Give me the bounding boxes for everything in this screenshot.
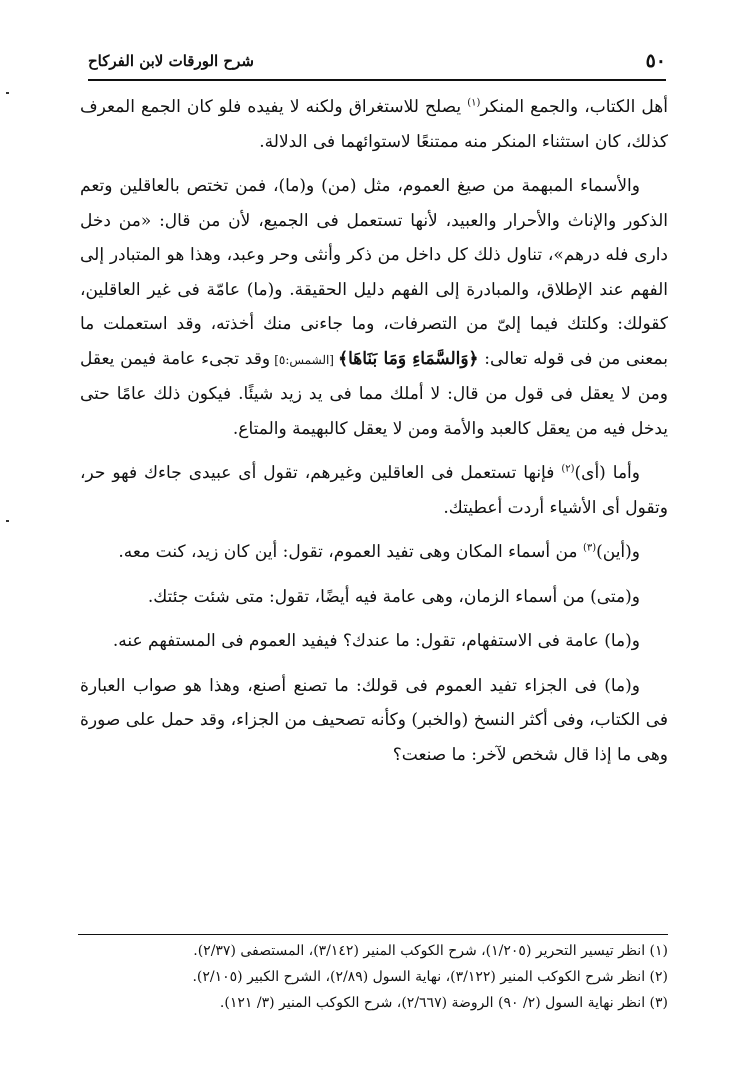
footnote-separator	[78, 934, 668, 935]
running-title: شرح الورقات لابن الفركاح	[88, 52, 254, 70]
text-run: و(أين)	[596, 542, 640, 562]
paragraph-2	[80, 169, 668, 446]
text-run: من أسماء المكان وهى تفيد العموم، تقول: أين كان زيد، كنت معه.	[118, 542, 583, 562]
edge-mark	[6, 520, 9, 522]
verse-reference: [الشمس:٥]	[270, 352, 339, 367]
quran-verse: ﴿وَالسَّمَاءِ وَمَا بَنَاهَا﴾	[338, 348, 479, 369]
paragraph-5	[80, 580, 668, 615]
text-run: و(ما) عامة فى الاستفهام، تقول: ما عندك؟ فيفيد العموم فى المستفهم عنه.	[112, 631, 640, 651]
paragraph-1	[80, 90, 668, 159]
header-rule	[88, 79, 666, 81]
text-run: وأما (أى)	[574, 463, 640, 483]
paragraph-4	[80, 535, 668, 570]
footnote-marker[interactable]: (٢)	[561, 463, 575, 475]
paragraph-6	[80, 624, 668, 659]
main-text	[80, 90, 668, 782]
text-run: أهل الكتاب، والجمع المنكر	[480, 97, 668, 117]
page-number: ٥٠	[645, 50, 666, 72]
text-run: و(متى) من أسماء الزمان، وهى عامة فيه أيضًا، تقول: متى شئت جئتك.	[147, 586, 640, 607]
footnote-1: (١) انظر تيسير التحرير (١/٢٠٥)، شرح الكوكب المنير (٣/١٤٢)، المستصفى (٢/٣٧).	[193, 943, 668, 959]
paragraph-7	[80, 669, 668, 773]
paragraph-3	[80, 456, 668, 525]
text-run: فإنها تستعمل فى العاقلين وغيرهم، تقول أى عبيدى جاءك فهو حر، وتقول أى الأشياء أردت أعطيتك.	[80, 463, 668, 518]
text-run: والأسماء المبهمة من صيغ العموم، مثل (من) و(ما)، فمن تختص بالعاقلين وتعم الذكور والإناث والأحرار والعبيد، لأنها تستعمل فى الجميع، لأن من قال: «من دخل دارى فله درهم»، تناول ذلك كل داخل من ذكر وأنثى وحر وعبد، وهذا هو المتبادر إلى الفهم عند الإطلاق، والمبادرة إلى الفهم دليل الحقيقة. و(ما) عامّة فى غير العاقلين، كقولك: وكلتك فيما إلىّ من التصرفات، وما جاءنى منك أخذته، وقد استعملت ما بمعنى من فى قوله تعالى:	[80, 176, 668, 369]
text-run: و(ما) فى الجزاء تفيد العموم فى قولك: ما تصنع أصنع، وهذا هو صواب العبارة فى الكتاب، وفى أكثر النسخ (والخبر) وكأنه تصحيف من الجزاء، وقد حمل على صورة وهى ما إذا قال شخص لآخر: ما صنعت؟	[80, 675, 668, 765]
footnote-3: (٣) انظر نهاية السول (٢/ ٩٠) الروضة (٢/٦٦٧)، شرح الكوكب المنير (٣/ ١٢١).	[219, 995, 668, 1011]
footnote-2: (٢) انظر شرح الكوكب المنير (٣/١٢٢)، نهاية السول (٢/٨٩)، الشرح الكبير (٢/١٠٥).	[192, 969, 668, 985]
text-run: يصلح للاستغراق ولكنه لا يفيده فلو كان الجمع المعرف كذلك، كان استثناء المنكر منه ممتنعًا لاستوائهما فى الدلالة.	[80, 97, 668, 152]
page-header	[88, 50, 666, 76]
text-run: وقد تجىء عامة فيمن يعقل ومن لا يعقل فى قول من قال: لا أملك مما فى يد زيد شيئًا. فيكون ذلك عامًا حتى يدخل فيه من يعقل كالعبد والأمة ومن لا يعقل كالبهيمة والمتاع.	[80, 348, 668, 439]
edge-mark	[6, 92, 9, 94]
footnote-marker[interactable]: (١)	[467, 97, 481, 109]
footnote-marker[interactable]: (٣)	[582, 542, 597, 554]
footnotes	[80, 938, 668, 1016]
